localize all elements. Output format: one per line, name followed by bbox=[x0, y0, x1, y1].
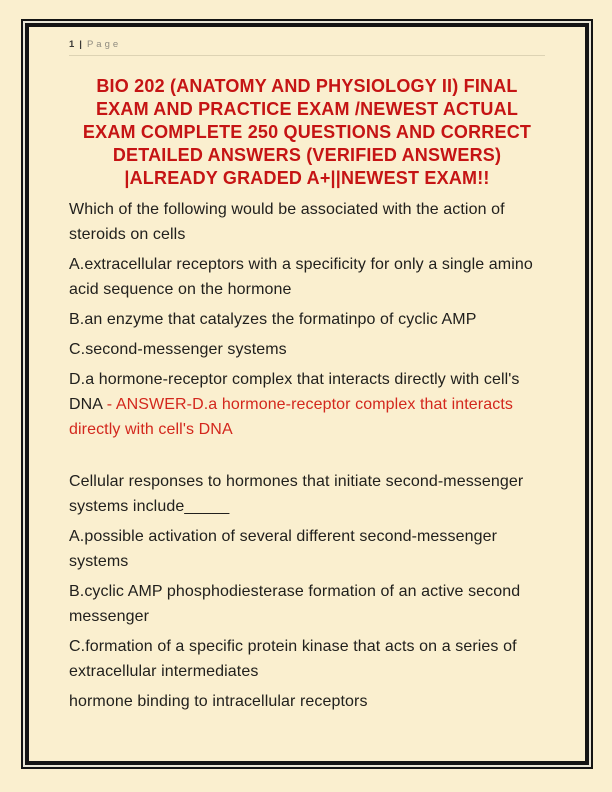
title-line-5: |ALREADY GRADED A+||NEWEST EXAM!! bbox=[124, 168, 490, 188]
document-page bbox=[25, 23, 589, 765]
question-1-option-c: C.second-messenger systems bbox=[69, 341, 287, 358]
question-1-text: Which of the following would be associated with the action of steroids on cells bbox=[69, 201, 505, 243]
question-1-option-a: A.extracellular receptors with a specificity for only a single amino acid sequence on the hormone bbox=[69, 256, 533, 298]
question-spacer bbox=[69, 447, 545, 469]
header-label: Page bbox=[86, 39, 122, 50]
question-1-option-d-text: D.a hormone-receptor complex that interacts directly with cell's DNA bbox=[69, 371, 520, 413]
title-line-3: EXAM COMPLETE 250 QUESTIONS AND CORRECT bbox=[82, 122, 532, 142]
question-1-option-b: B.an enzyme that catalyzes the formatinpo of cyclic AMP bbox=[69, 311, 477, 328]
question-1-answer: - ANSWER-D.a hormone-receptor complex that interacts directly with cell's DNA bbox=[69, 396, 513, 438]
header-separator: | bbox=[79, 39, 82, 50]
question-2-option-c: C.formation of a specific protein kinase that acts on a series of extracellular intermediates bbox=[69, 638, 517, 680]
title-line-1: BIO 202 (ANATOMY AND PHYSIOLOGY II) FINAL bbox=[96, 76, 518, 96]
document-title bbox=[69, 75, 545, 190]
question-2-option-d: hormone binding to intracellular receptors bbox=[69, 693, 368, 710]
question-2-text: Cellular responses to hormones that initiate second-messenger systems include_____ bbox=[69, 473, 524, 515]
page-number: 1 bbox=[69, 39, 75, 50]
question-1-option-d bbox=[69, 367, 545, 442]
page-header bbox=[69, 39, 545, 56]
question-2-option-a: A.possible activation of several different second-messenger systems bbox=[69, 528, 498, 570]
title-line-4: DETAILED ANSWERS (VERIFIED ANSWERS) bbox=[112, 145, 502, 165]
question-2-option-b: B.cyclic AMP phosphodiesterase formation of an active second messenger bbox=[69, 583, 521, 625]
title-line-2: EXAM AND PRACTICE EXAM /NEWEST ACTUAL bbox=[95, 99, 519, 119]
document-body bbox=[69, 197, 545, 714]
